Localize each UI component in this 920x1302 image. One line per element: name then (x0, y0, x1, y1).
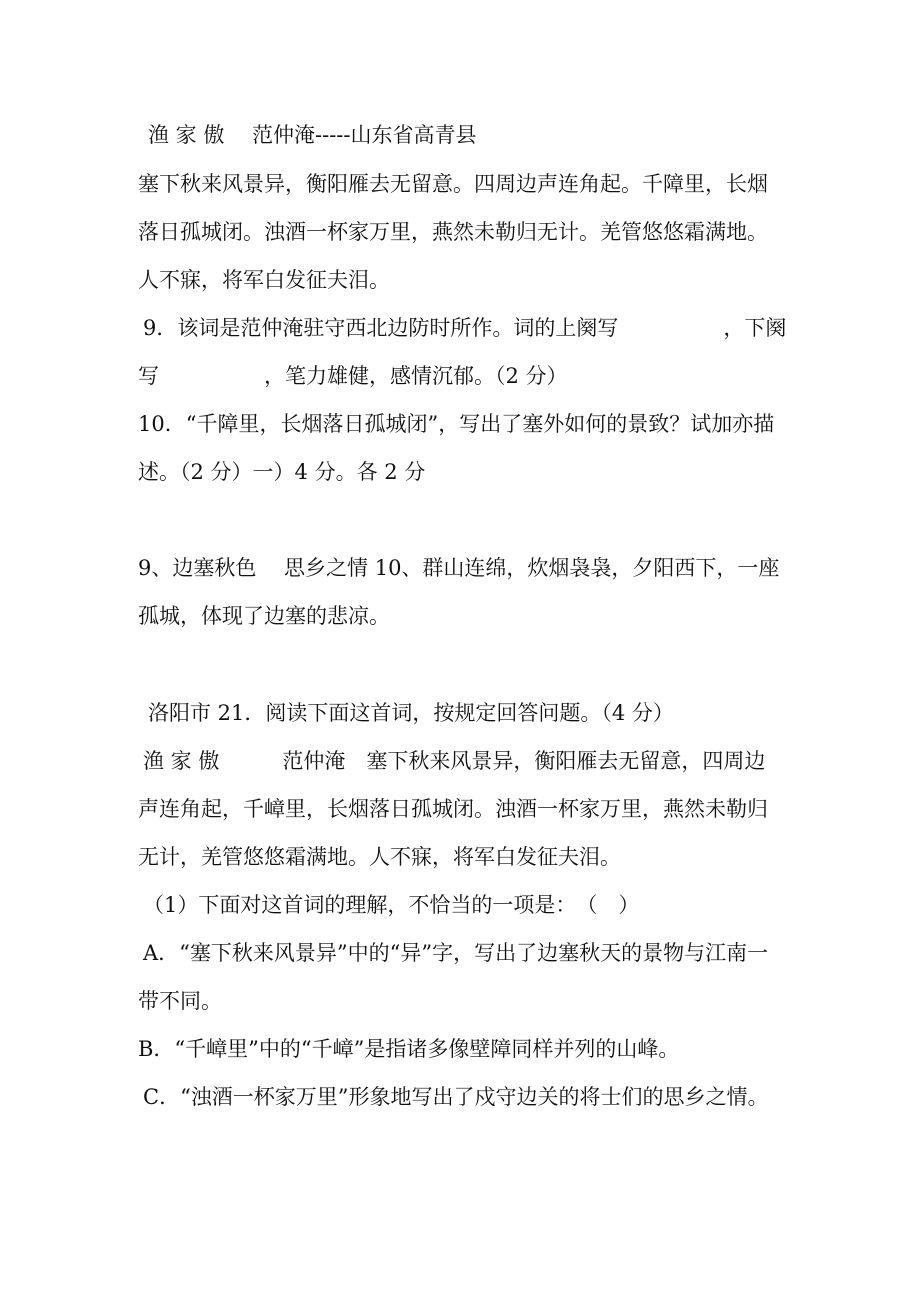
question-1: （1）下面对这首词的理解，不恰当的一项是： （ ） (143, 893, 640, 917)
section-2-intro: 洛阳市 21．阅读下面这首词，按规定回答问题。（4 分） (148, 701, 674, 725)
poem2-line-2: 声连角起，千嶂里，长烟落日孤城闭。浊酒一杯家万里，燕然未勒归 (138, 797, 768, 821)
answer-line-2: 孤城，体现了边塞的悲凉。 (138, 604, 390, 628)
poem2-line-3: 无计，羌管悠悠霜满地。人不寐，将军白发征夫泪。 (138, 845, 621, 869)
question-10-line-2: 述。（2 分）一）4 分。各 2 分 (138, 460, 426, 484)
option-b: B．“千嶂里”中的“千嶂”是指诸多像壁障同样并列的山峰。 (138, 1037, 680, 1061)
question-9-line-1: 9．该词是范仲淹驻守西北边防时所作。词的上阕写 ，下阕 (143, 316, 787, 340)
answer-line-1: 9、边塞秋色 思乡之情 10、群山连绵，炊烟袅袅，夕阳西下，一座 (138, 556, 780, 580)
poem-line-1: 塞下秋来风景异，衡阳雁去无留意。四周边声连角起。千障里，长烟 (138, 172, 768, 196)
question-9-line-2: 写 ，笔力雄健，感情沉郁。（2 分） (138, 364, 568, 388)
option-c: C．“浊酒一杯家万里”形象地写出了戍守边关的将士们的思乡之情。 (143, 1085, 769, 1109)
option-a-line-1: A．“塞下秋来风景异”中的“异”字，写出了边塞秋天的景物与江南一 (143, 941, 769, 965)
question-10-line-1: 10．“千障里，长烟落日孤城闭”，写出了塞外如何的景致？试加亦描 (138, 412, 775, 436)
poem-line-2: 落日孤城闭。浊酒一杯家万里，燕然未勒归无计。羌管悠悠霜满地。 (138, 220, 768, 244)
poem2-line-1: 渔 家 傲 范仲淹 塞下秋来风景异，衡阳雁去无留意，四周边 (143, 749, 766, 773)
poem-header-1: 渔 家 傲 范仲淹-----山东省高青县 (148, 123, 477, 147)
option-a-line-2: 带不同。 (138, 989, 222, 1013)
poem-line-3: 人不寐，将军白发征夫泪。 (138, 268, 390, 292)
